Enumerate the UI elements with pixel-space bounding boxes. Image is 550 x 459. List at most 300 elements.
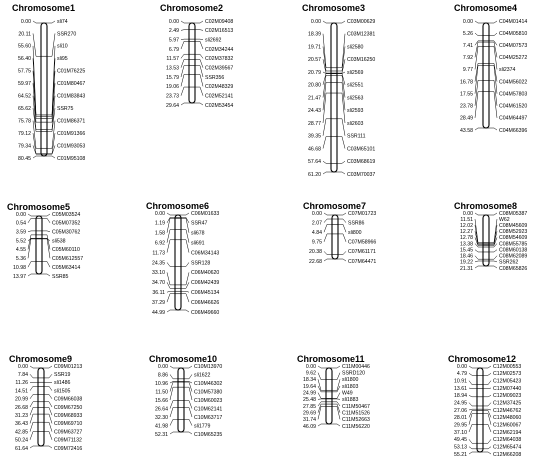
- marker-name-label: SSRD120: [342, 370, 366, 377]
- marker-name-label: C06M46626: [191, 299, 220, 306]
- marker-name-label: C02M34244: [205, 46, 234, 53]
- position-leader: [469, 424, 477, 432]
- chromosome-3-title: Chromosome3: [302, 3, 366, 13]
- marker-leader: [195, 41, 203, 49]
- marker-position-label: 53.13: [454, 444, 467, 451]
- marker-leader: [42, 238, 50, 258]
- position-leader: [28, 238, 36, 258]
- marker-position-label: 59.97: [18, 81, 31, 88]
- marker-name-label: C12M37425: [493, 400, 522, 407]
- position-leader: [324, 234, 332, 242]
- marker-position-label: 28.01: [454, 415, 467, 422]
- marker-position-label: 80.45: [18, 155, 31, 162]
- chromosome-8-title: Chromosome8: [454, 201, 518, 211]
- marker-position-label: 16.78: [460, 79, 473, 86]
- marker-name-label: C10M60023: [194, 397, 223, 404]
- marker-name-label: C09M71132: [54, 437, 82, 444]
- position-leader: [475, 266, 483, 268]
- marker-position-label: 19.71: [308, 44, 321, 51]
- position-leader: [475, 256, 483, 259]
- marker-name-label: SSR270: [57, 31, 77, 38]
- marker-name-label: C12M07440: [493, 385, 522, 392]
- marker-position-label: 64.52: [18, 93, 31, 100]
- marker-position-label: 50.24: [15, 437, 28, 444]
- position-leader: [181, 66, 189, 77]
- marker-leader: [489, 213, 497, 215]
- marker-position-label: 65.62: [18, 105, 31, 112]
- marker-name-label: C10M57380: [194, 389, 223, 396]
- marker-leader: [338, 259, 346, 261]
- marker-position-label: 24.99: [303, 390, 316, 397]
- marker-leader: [332, 393, 340, 399]
- marker-leader: [489, 41, 497, 45]
- chromosome-10-title: Chromosome10: [149, 354, 218, 364]
- marker-position-label: 28.49: [460, 115, 473, 122]
- marker-position-label: 37.10: [454, 429, 467, 436]
- marker-position-label: 52.31: [155, 431, 168, 438]
- marker-leader: [42, 218, 50, 223]
- marker-name-label: SSR262: [499, 259, 519, 266]
- marker-name-label: sli1779: [194, 423, 211, 430]
- marker-position-label: 3.59: [15, 229, 26, 236]
- marker-leader: [489, 244, 497, 247]
- position-leader: [181, 30, 189, 31]
- marker-name-label: C05M30762: [52, 229, 81, 236]
- marker-name-label: C01M76225: [57, 68, 86, 75]
- position-leader: [33, 21, 41, 23]
- marker-position-label: 10.96: [155, 380, 168, 387]
- marker-position-label: 6.79: [168, 46, 179, 53]
- position-leader: [475, 128, 483, 130]
- chromosome-1-bar: [41, 23, 47, 156]
- position-leader: [475, 213, 483, 215]
- marker-position-label: 0.00: [305, 363, 316, 370]
- position-leader: [323, 82, 331, 110]
- chromosome-6-title: Chromosome6: [146, 201, 210, 211]
- marker-leader: [332, 386, 340, 392]
- marker-position-label: 2.49: [168, 28, 179, 35]
- chromosome-5-title: Chromosome5: [7, 202, 71, 212]
- position-leader: [475, 63, 483, 81]
- marker-name-label: C07M61171: [348, 249, 376, 256]
- marker-name-label: W62: [499, 216, 510, 223]
- position-leader: [469, 439, 477, 443]
- marker-name-label: C02M53454: [205, 102, 234, 109]
- marker-name-label: sli95: [57, 56, 68, 63]
- position-leader: [167, 291, 175, 292]
- marker-position-label: 15.66: [155, 397, 168, 404]
- marker-leader: [337, 34, 345, 68]
- marker-name-label: sli691: [191, 240, 205, 247]
- marker-position-label: 20.57: [308, 57, 321, 64]
- position-leader: [469, 409, 477, 410]
- position-leader: [469, 395, 477, 396]
- marker-leader: [47, 156, 55, 158]
- marker-position-label: 46.09: [303, 423, 316, 430]
- position-leader: [33, 146, 41, 155]
- marker-name-label: C06M42439: [191, 280, 220, 287]
- marker-leader: [195, 21, 203, 23]
- position-leader: [170, 432, 178, 434]
- marker-name-label: W49: [342, 390, 353, 397]
- marker-leader: [195, 39, 203, 40]
- marker-leader: [332, 404, 340, 413]
- position-leader: [475, 41, 483, 45]
- marker-leader: [489, 128, 497, 130]
- marker-leader: [483, 373, 491, 375]
- marker-leader: [489, 65, 497, 93]
- marker-name-label: C03M70037: [347, 171, 376, 178]
- marker-position-label: 7.84: [17, 372, 28, 378]
- marker-leader: [44, 432, 52, 440]
- position-leader: [181, 39, 189, 40]
- marker-position-label: 43.58: [460, 127, 473, 134]
- marker-name-label: C12M64038: [493, 437, 522, 444]
- marker-name-label: sli2563: [347, 95, 364, 102]
- marker-name-label: C03M16250: [347, 57, 376, 64]
- marker-leader: [47, 133, 55, 154]
- marker-leader: [44, 402, 52, 407]
- marker-position-label: 0.00: [15, 211, 26, 218]
- marker-name-label: C08M55785: [499, 241, 528, 248]
- position-leader: [170, 387, 178, 400]
- chromosome-12-title: Chromosome12: [448, 354, 517, 364]
- marker-leader: [184, 366, 192, 368]
- marker-leader: [42, 239, 50, 241]
- marker-name-label: C12M60067: [493, 422, 522, 429]
- marker-name-label: C08M45609: [499, 223, 528, 230]
- marker-leader: [181, 282, 189, 288]
- position-leader: [318, 386, 326, 392]
- position-leader: [469, 411, 477, 418]
- marker-position-label: 18.34: [303, 377, 316, 384]
- position-leader: [181, 54, 189, 58]
- marker-leader: [184, 419, 192, 425]
- marker-position-label: 42.85: [15, 429, 28, 436]
- marker-leader: [195, 30, 203, 31]
- marker-leader: [184, 375, 192, 379]
- marker-position-label: 41.98: [155, 423, 168, 430]
- marker-position-label: 0.00: [17, 363, 28, 370]
- position-leader: [475, 244, 483, 247]
- marker-position-label: 75.78: [18, 118, 31, 125]
- marker-position-label: 23.73: [166, 93, 179, 100]
- marker-leader: [337, 82, 345, 110]
- marker-name-label: sli2603: [347, 120, 364, 127]
- marker-position-label: 20.99: [15, 396, 28, 403]
- marker-position-label: 20.38: [309, 249, 322, 256]
- marker-position-label: 21.47: [308, 95, 321, 102]
- marker-name-label: C09M67250: [54, 404, 83, 411]
- marker-leader: [42, 214, 50, 216]
- marker-leader: [195, 74, 203, 86]
- marker-position-label: 9.62: [305, 370, 316, 377]
- position-leader: [469, 452, 477, 454]
- marker-name-label: SSR86: [348, 220, 365, 227]
- marker-position-label: 15.79: [166, 74, 179, 81]
- marker-name-label: C04M66396: [499, 127, 528, 134]
- position-leader: [167, 272, 175, 284]
- marker-position-label: 0.00: [168, 18, 179, 25]
- position-leader: [323, 119, 331, 136]
- marker-name-label: C06M40620: [191, 270, 220, 277]
- marker-position-label: 11.50: [155, 389, 168, 396]
- chromosome-4-title: Chromosome4: [454, 3, 518, 13]
- position-leader: [30, 374, 38, 378]
- marker-name-label: SSR111: [347, 133, 366, 140]
- position-leader: [469, 373, 477, 375]
- marker-name-label: C11M56220: [342, 423, 370, 430]
- marker-position-label: 33.10: [152, 270, 165, 277]
- marker-leader: [181, 213, 189, 215]
- position-leader: [28, 231, 36, 232]
- marker-position-label: 12.27: [460, 229, 473, 236]
- chromosome-4-bar: [483, 23, 489, 128]
- marker-position-label: 57.64: [308, 159, 321, 166]
- marker-name-label: C11M52663: [342, 417, 370, 424]
- marker-position-label: 0.00: [20, 18, 31, 25]
- marker-name-label: C12M62194: [493, 429, 522, 436]
- position-leader: [475, 65, 483, 93]
- marker-leader: [483, 409, 491, 410]
- marker-position-label: 0.54: [15, 220, 26, 227]
- position-leader: [475, 261, 483, 262]
- position-leader: [475, 21, 483, 23]
- marker-name-label: sli10: [57, 43, 68, 50]
- marker-position-label: 20.79: [308, 69, 321, 76]
- marker-name-label: C02M37832: [205, 56, 234, 63]
- position-leader: [323, 34, 331, 68]
- marker-position-label: 55.21: [454, 451, 467, 458]
- marker-name-label: C09M68933: [54, 413, 83, 419]
- marker-name-label: C12M00553: [493, 363, 522, 370]
- marker-leader: [181, 230, 189, 243]
- position-leader: [324, 224, 332, 232]
- position-leader: [324, 213, 332, 215]
- marker-position-label: 0.00: [462, 210, 473, 217]
- marker-name-label: C05M63414: [52, 264, 81, 271]
- marker-leader: [483, 439, 491, 443]
- marker-name-label: C04M56022: [499, 79, 528, 86]
- marker-position-label: 10.91: [454, 378, 467, 385]
- marker-position-label: 79.34: [18, 143, 31, 150]
- marker-leader: [483, 366, 491, 368]
- chromosome-7-bar: [332, 215, 338, 259]
- marker-position-label: 36.43: [15, 421, 28, 428]
- marker-name-label: SSR356: [205, 74, 225, 81]
- marker-leader: [338, 219, 346, 223]
- position-leader: [167, 282, 175, 288]
- position-leader: [318, 366, 326, 368]
- marker-position-label: 5.36: [15, 256, 26, 263]
- marker-leader: [42, 274, 50, 276]
- marker-name-label: SSR128: [191, 260, 211, 267]
- chromosome-2-bar: [189, 23, 195, 103]
- marker-name-label: C04M64497: [499, 115, 528, 122]
- marker-leader: [42, 262, 50, 268]
- chromosome-2-title: Chromosome2: [160, 3, 224, 13]
- marker-leader: [332, 424, 340, 426]
- position-leader: [30, 366, 38, 368]
- marker-position-label: 61.64: [15, 445, 28, 452]
- marker-leader: [42, 235, 50, 250]
- marker-leader: [337, 21, 345, 23]
- marker-position-label: 5.97: [168, 37, 179, 44]
- marker-position-label: 28.77: [308, 120, 321, 127]
- marker-position-label: 13.53: [166, 65, 179, 72]
- marker-name-label: C06M34143: [191, 250, 220, 257]
- position-leader: [324, 259, 332, 261]
- position-leader: [181, 74, 189, 86]
- marker-name-label: C12M05423: [493, 378, 522, 385]
- marker-position-label: 24.95: [454, 400, 467, 407]
- marker-name-label: C10M46302: [194, 380, 223, 387]
- marker-position-label: 29.64: [166, 102, 179, 109]
- marker-position-label: 22.68: [309, 258, 322, 265]
- marker-leader: [184, 432, 192, 434]
- marker-name-label: C04M61520: [499, 103, 528, 110]
- marker-name-label: C09M66038: [54, 396, 83, 403]
- marker-leader: [44, 374, 52, 378]
- marker-leader: [337, 172, 345, 174]
- marker-name-label: C11M00446: [342, 363, 370, 370]
- marker-name-label: C12M66208: [493, 451, 522, 458]
- marker-leader: [195, 87, 203, 96]
- marker-name-label: C05M60110: [52, 247, 80, 254]
- marker-leader: [483, 403, 491, 406]
- marker-leader: [44, 395, 52, 399]
- position-leader: [469, 403, 477, 406]
- marker-name-label: sli1800: [342, 377, 359, 384]
- marker-position-label: 26.64: [155, 406, 168, 413]
- marker-leader: [483, 447, 491, 449]
- marker-leader: [338, 224, 346, 232]
- marker-position-label: 17.55: [460, 91, 473, 98]
- marker-name-label: C11M50467: [342, 403, 370, 410]
- marker-name-label: C03M00629: [347, 18, 376, 25]
- marker-position-label: 20.80: [308, 82, 321, 89]
- marker-leader: [337, 137, 345, 149]
- marker-leader: [42, 231, 50, 232]
- marker-leader: [489, 266, 497, 268]
- marker-position-label: 13.38: [460, 241, 473, 248]
- position-leader: [30, 446, 38, 448]
- marker-name-label: C12M48060: [493, 415, 522, 422]
- position-leader: [28, 218, 36, 223]
- marker-name-label: C10M62141: [194, 406, 223, 413]
- chromosome-8-bar: [483, 215, 489, 266]
- marker-position-label: 44.99: [152, 309, 165, 316]
- marker-name-label: SSR75: [57, 105, 74, 112]
- marker-name-label: C10M13970: [194, 363, 223, 370]
- position-leader: [181, 87, 189, 96]
- marker-leader: [483, 424, 491, 432]
- marker-position-label: 9.77: [462, 67, 473, 74]
- marker-name-label: sli800: [348, 230, 362, 236]
- marker-leader: [338, 234, 346, 242]
- marker-name-label: sli1505: [54, 388, 71, 395]
- marker-leader: [181, 294, 189, 302]
- marker-name-label: sli1486: [54, 380, 71, 387]
- marker-position-label: 2.07: [311, 220, 322, 227]
- marker-leader: [184, 382, 192, 391]
- position-leader: [28, 262, 36, 268]
- chromosome-3-bar: [331, 23, 337, 172]
- position-leader: [323, 75, 331, 97]
- position-leader: [167, 263, 175, 267]
- marker-leader: [181, 240, 189, 253]
- marker-position-label: 29.69: [303, 410, 316, 417]
- marker-name-label: C08M60138: [499, 247, 528, 254]
- marker-name-label: C12M46762: [493, 407, 522, 414]
- marker-name-label: C08M05387: [499, 210, 528, 217]
- marker-name-label: C08M65826: [499, 265, 528, 272]
- position-leader: [30, 422, 38, 431]
- marker-name-label: sli2580: [347, 44, 364, 51]
- position-leader: [318, 373, 326, 380]
- marker-position-label: 34.70: [152, 280, 165, 287]
- marker-name-label: C04M25272: [499, 55, 528, 62]
- marker-name-label: C05M03524: [52, 211, 81, 218]
- position-leader: [469, 381, 477, 385]
- marker-position-label: 19.64: [303, 383, 316, 390]
- position-leader: [28, 274, 36, 276]
- marker-name-label: C05M07352: [52, 220, 81, 227]
- marker-leader: [483, 381, 491, 385]
- marker-leader: [181, 310, 189, 312]
- marker-position-label: 11.73: [152, 250, 165, 257]
- marker-name-label: C02M39567: [205, 65, 234, 72]
- position-leader: [30, 402, 38, 407]
- position-leader: [30, 395, 38, 399]
- marker-name-label: sli1803: [342, 383, 359, 390]
- position-leader: [170, 366, 178, 368]
- position-leader: [170, 408, 178, 417]
- position-leader: [28, 214, 36, 216]
- marker-leader: [184, 408, 192, 417]
- marker-leader: [195, 103, 203, 105]
- marker-position-label: 29.95: [454, 422, 467, 429]
- marker-position-label: 37.29: [152, 299, 165, 306]
- position-leader: [475, 33, 483, 36]
- chromosome-10-bar: [178, 368, 184, 432]
- chromosome-11-title: Chromosome11: [297, 354, 365, 364]
- marker-leader: [483, 411, 491, 418]
- marker-position-label: 5.52: [15, 238, 26, 245]
- position-leader: [170, 419, 178, 425]
- chromosome-1-title: Chromosome1: [12, 3, 76, 13]
- marker-leader: [195, 66, 203, 77]
- position-leader: [475, 219, 483, 242]
- marker-position-label: 18.94: [454, 393, 467, 400]
- marker-position-label: 7.41: [462, 43, 473, 50]
- marker-position-label: 0.00: [456, 363, 467, 370]
- position-leader: [475, 250, 483, 252]
- marker-position-label: 13.61: [454, 385, 467, 392]
- marker-leader: [332, 366, 340, 368]
- marker-leader: [332, 373, 340, 380]
- marker-leader: [483, 395, 491, 396]
- marker-name-label: C03M12381: [347, 31, 376, 38]
- marker-leader: [47, 21, 55, 23]
- marker-leader: [47, 121, 55, 149]
- marker-position-label: 0.00: [310, 18, 321, 25]
- marker-position-label: 21.31: [460, 265, 473, 272]
- marker-leader: [489, 33, 497, 36]
- marker-name-label: C09M01213: [54, 363, 83, 370]
- marker-position-label: 0.00: [311, 210, 322, 217]
- position-leader: [33, 33, 41, 56]
